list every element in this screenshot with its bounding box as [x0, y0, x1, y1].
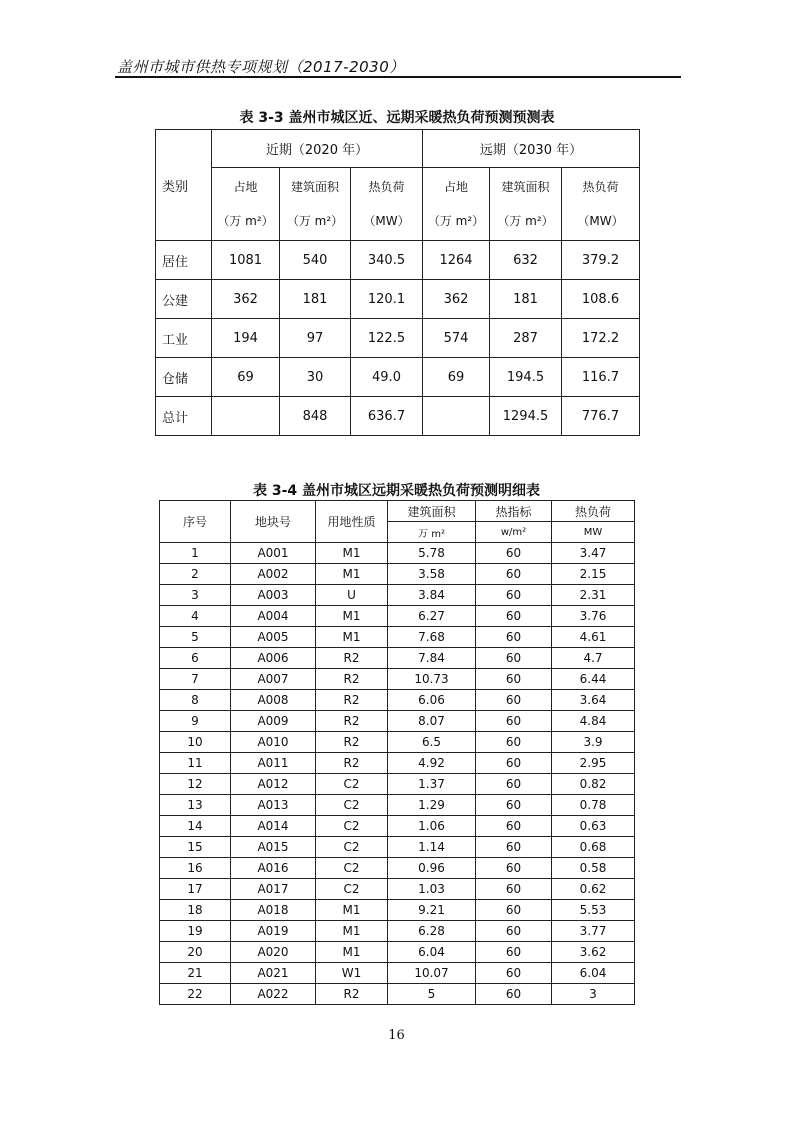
seq-cell: 2: [160, 564, 231, 585]
table-3-3-subheader-row: [156, 168, 640, 241]
table-3-3: [155, 129, 640, 436]
column-unit: （MW）: [363, 214, 410, 228]
value-cell: 632: [490, 241, 562, 280]
floor-area-cell: 6.04: [388, 942, 476, 963]
value-cell: 540: [280, 241, 351, 280]
table-row: [160, 564, 635, 585]
seq-cell: 9: [160, 711, 231, 732]
column-unit: （MW）: [577, 214, 624, 228]
heat-index-cell: 60: [476, 648, 552, 669]
long-term-header: 远期（2030 年）: [423, 130, 640, 168]
heat-index-cell: 60: [476, 606, 552, 627]
value-cell: 194: [212, 319, 280, 358]
floor-area-cell: 6.27: [388, 606, 476, 627]
floor-area-cell: 4.92: [388, 753, 476, 774]
land-use-cell: C2: [316, 774, 388, 795]
plot-id-cell: A016: [231, 858, 316, 879]
floor-area-cell: 1.37: [388, 774, 476, 795]
seq-cell: 5: [160, 627, 231, 648]
plot-id-cell: A014: [231, 816, 316, 837]
floor-area-cell: 5: [388, 984, 476, 1005]
table-row: [160, 879, 635, 900]
table-row: [160, 753, 635, 774]
table-row: [160, 669, 635, 690]
heat-index-cell: 60: [476, 900, 552, 921]
plot-id-cell: A017: [231, 879, 316, 900]
seq-cell: 11: [160, 753, 231, 774]
table-row: [160, 942, 635, 963]
seq-cell: 7: [160, 669, 231, 690]
land-use-cell: C2: [316, 837, 388, 858]
running-header-title: 盖州市城市供热专项规划（2017-2030）: [117, 58, 405, 76]
table-row: [160, 795, 635, 816]
header-land-use: 用地性质: [316, 501, 388, 543]
heat-index-cell: 60: [476, 564, 552, 585]
seq-cell: 20: [160, 942, 231, 963]
column-unit: （万 m²）: [427, 214, 485, 228]
heat-index-cell: 60: [476, 879, 552, 900]
unit-heat-load: MW: [552, 522, 635, 543]
value-cell: 574: [423, 319, 490, 358]
value-cell: 340.5: [351, 241, 423, 280]
table-row: [160, 921, 635, 942]
value-cell: [212, 397, 280, 436]
value-cell: 120.1: [351, 280, 423, 319]
land-use-cell: M1: [316, 543, 388, 564]
floor-area-cell: 8.07: [388, 711, 476, 732]
heat-index-cell: 60: [476, 858, 552, 879]
plot-id-cell: A003: [231, 585, 316, 606]
table-row: [160, 837, 635, 858]
value-cell: 108.6: [562, 280, 640, 319]
table-row: [160, 543, 635, 564]
column-unit: （万 m²）: [497, 214, 554, 228]
seq-cell: 13: [160, 795, 231, 816]
value-cell: 362: [212, 280, 280, 319]
plot-id-cell: A018: [231, 900, 316, 921]
heat-index-cell: 60: [476, 963, 552, 984]
floor-area-cell: 0.96: [388, 858, 476, 879]
value-cell: 69: [212, 358, 280, 397]
table-3-3-body: [156, 241, 640, 436]
value-cell: 194.5: [490, 358, 562, 397]
unit-heat-index: w/m²: [476, 522, 552, 543]
land-use-cell: M1: [316, 942, 388, 963]
plot-id-cell: A001: [231, 543, 316, 564]
seq-cell: 16: [160, 858, 231, 879]
heat-index-cell: 60: [476, 753, 552, 774]
table-row: [160, 963, 635, 984]
heat-load-cell: 0.63: [552, 816, 635, 837]
value-cell: [423, 397, 490, 436]
category-cell: 公建: [156, 280, 212, 319]
land-use-cell: R2: [316, 984, 388, 1005]
heat-index-cell: 60: [476, 921, 552, 942]
header-floor-area: 建筑面积: [388, 501, 476, 522]
land-use-cell: C2: [316, 795, 388, 816]
header-seq: 序号: [160, 501, 231, 543]
column-name: 占地: [233, 180, 258, 194]
column-header: [280, 168, 351, 241]
seq-cell: 1: [160, 543, 231, 564]
header-plot-id: 地块号: [231, 501, 316, 543]
heat-load-cell: 0.82: [552, 774, 635, 795]
land-use-cell: M1: [316, 900, 388, 921]
land-use-cell: C2: [316, 858, 388, 879]
value-cell: 636.7: [351, 397, 423, 436]
heat-index-cell: 60: [476, 585, 552, 606]
category-cell: 总计: [156, 397, 212, 436]
category-header: 类别: [156, 130, 212, 241]
value-cell: 848: [280, 397, 351, 436]
column-header: [490, 168, 562, 241]
value-cell: 181: [280, 280, 351, 319]
plot-id-cell: A009: [231, 711, 316, 732]
heat-load-cell: 3.47: [552, 543, 635, 564]
seq-cell: 6: [160, 648, 231, 669]
column-header: [562, 168, 640, 241]
near-term-header: 近期（2020 年）: [212, 130, 423, 168]
heat-index-cell: 60: [476, 816, 552, 837]
plot-id-cell: A008: [231, 690, 316, 711]
seq-cell: 15: [160, 837, 231, 858]
table-row: [160, 816, 635, 837]
value-cell: 49.0: [351, 358, 423, 397]
value-cell: 69: [423, 358, 490, 397]
page-number: 16: [388, 1028, 405, 1043]
value-cell: 181: [490, 280, 562, 319]
heat-load-cell: 0.58: [552, 858, 635, 879]
plot-id-cell: A011: [231, 753, 316, 774]
seq-cell: 17: [160, 879, 231, 900]
column-name: 热负荷: [582, 180, 619, 194]
plot-id-cell: A007: [231, 669, 316, 690]
value-cell: 116.7: [562, 358, 640, 397]
floor-area-cell: 10.07: [388, 963, 476, 984]
heat-load-cell: 3.9: [552, 732, 635, 753]
floor-area-cell: 6.5: [388, 732, 476, 753]
value-cell: 1294.5: [490, 397, 562, 436]
seq-cell: 19: [160, 921, 231, 942]
heat-load-cell: 0.62: [552, 879, 635, 900]
seq-cell: 10: [160, 732, 231, 753]
plot-id-cell: A015: [231, 837, 316, 858]
heat-load-cell: 4.7: [552, 648, 635, 669]
heat-load-cell: 3.76: [552, 606, 635, 627]
heat-load-cell: 3: [552, 984, 635, 1005]
table-row: [160, 627, 635, 648]
heat-load-cell: 6.44: [552, 669, 635, 690]
heat-load-cell: 2.95: [552, 753, 635, 774]
category-cell: 居住: [156, 241, 212, 280]
table-row: [160, 690, 635, 711]
heat-load-cell: 3.62: [552, 942, 635, 963]
land-use-cell: W1: [316, 963, 388, 984]
seq-cell: 18: [160, 900, 231, 921]
floor-area-cell: 1.06: [388, 816, 476, 837]
plot-id-cell: A010: [231, 732, 316, 753]
plot-id-cell: A021: [231, 963, 316, 984]
value-cell: 30: [280, 358, 351, 397]
value-cell: 776.7: [562, 397, 640, 436]
value-cell: 122.5: [351, 319, 423, 358]
seq-cell: 22: [160, 984, 231, 1005]
heat-load-cell: 3.64: [552, 690, 635, 711]
floor-area-cell: 9.21: [388, 900, 476, 921]
heat-index-cell: 60: [476, 711, 552, 732]
floor-area-cell: 5.78: [388, 543, 476, 564]
table-row: [160, 858, 635, 879]
value-cell: 97: [280, 319, 351, 358]
table-row: [160, 585, 635, 606]
column-unit: （万 m²）: [286, 214, 344, 228]
seq-cell: 14: [160, 816, 231, 837]
floor-area-cell: 10.73: [388, 669, 476, 690]
table-row: [160, 984, 635, 1005]
value-cell: 172.2: [562, 319, 640, 358]
heat-load-cell: 2.15: [552, 564, 635, 585]
heat-load-cell: 3.77: [552, 921, 635, 942]
heat-load-cell: 0.68: [552, 837, 635, 858]
plot-id-cell: A013: [231, 795, 316, 816]
heat-load-cell: 4.61: [552, 627, 635, 648]
land-use-cell: M1: [316, 627, 388, 648]
seq-cell: 3: [160, 585, 231, 606]
plot-id-cell: A006: [231, 648, 316, 669]
table-row: [156, 280, 640, 319]
plot-id-cell: A020: [231, 942, 316, 963]
heat-load-cell: 6.04: [552, 963, 635, 984]
table-row: [156, 358, 640, 397]
table-row: [160, 900, 635, 921]
floor-area-cell: 1.29: [388, 795, 476, 816]
plot-id-cell: A022: [231, 984, 316, 1005]
table-row: [160, 606, 635, 627]
land-use-cell: M1: [316, 606, 388, 627]
table-3-4: [159, 500, 635, 1005]
table-row: [156, 397, 640, 436]
heat-index-cell: 60: [476, 732, 552, 753]
header-rule: [115, 76, 681, 78]
land-use-cell: R2: [316, 690, 388, 711]
header-heat-index: 热指标: [476, 501, 552, 522]
table-row: [160, 774, 635, 795]
category-cell: 工业: [156, 319, 212, 358]
seq-cell: 12: [160, 774, 231, 795]
floor-area-cell: 3.84: [388, 585, 476, 606]
column-header: [212, 168, 280, 241]
column-name: 热负荷: [368, 180, 405, 194]
land-use-cell: C2: [316, 816, 388, 837]
column-header: [423, 168, 490, 241]
heat-load-cell: 2.31: [552, 585, 635, 606]
floor-area-cell: 1.14: [388, 837, 476, 858]
column-unit: （万 m²）: [217, 214, 274, 228]
heat-index-cell: 60: [476, 984, 552, 1005]
unit-floor-area: 万 m²: [388, 522, 476, 543]
land-use-cell: R2: [316, 711, 388, 732]
table-3-4-caption: 表 3-4 盖州市城区远期采暖热负荷预测明细表: [252, 483, 541, 499]
category-cell: 仓储: [156, 358, 212, 397]
column-name: 占地: [443, 180, 468, 194]
floor-area-cell: 3.58: [388, 564, 476, 585]
floor-area-cell: 6.28: [388, 921, 476, 942]
column-name: 建筑面积: [290, 180, 339, 194]
floor-area-cell: 6.06: [388, 690, 476, 711]
plot-id-cell: A005: [231, 627, 316, 648]
heat-index-cell: 60: [476, 837, 552, 858]
seq-cell: 8: [160, 690, 231, 711]
heat-load-cell: 4.84: [552, 711, 635, 732]
table-row: [156, 241, 640, 280]
floor-area-cell: 7.68: [388, 627, 476, 648]
floor-area-cell: 1.03: [388, 879, 476, 900]
seq-cell: 4: [160, 606, 231, 627]
table-row: [160, 711, 635, 732]
heat-index-cell: 60: [476, 942, 552, 963]
land-use-cell: M1: [316, 564, 388, 585]
land-use-cell: R2: [316, 753, 388, 774]
table-3-4-header-row: [160, 501, 635, 522]
value-cell: 379.2: [562, 241, 640, 280]
plot-id-cell: A012: [231, 774, 316, 795]
plot-id-cell: A002: [231, 564, 316, 585]
plot-id-cell: A019: [231, 921, 316, 942]
table-3-3-header-row: [156, 130, 640, 168]
value-cell: 1081: [212, 241, 280, 280]
table-row: [156, 319, 640, 358]
table-row: [160, 732, 635, 753]
value-cell: 287: [490, 319, 562, 358]
land-use-cell: R2: [316, 732, 388, 753]
floor-area-cell: 7.84: [388, 648, 476, 669]
heat-index-cell: 60: [476, 669, 552, 690]
heat-index-cell: 60: [476, 543, 552, 564]
land-use-cell: R2: [316, 648, 388, 669]
header-heat-load: 热负荷: [552, 501, 635, 522]
column-header: [351, 168, 423, 241]
heat-load-cell: 5.53: [552, 900, 635, 921]
land-use-cell: C2: [316, 879, 388, 900]
heat-index-cell: 60: [476, 627, 552, 648]
land-use-cell: M1: [316, 921, 388, 942]
land-use-cell: R2: [316, 669, 388, 690]
value-cell: 362: [423, 280, 490, 319]
table-row: [160, 648, 635, 669]
heat-index-cell: 60: [476, 795, 552, 816]
column-name: 建筑面积: [501, 180, 550, 194]
seq-cell: 21: [160, 963, 231, 984]
plot-id-cell: A004: [231, 606, 316, 627]
heat-load-cell: 0.78: [552, 795, 635, 816]
table-3-3-caption: 表 3-3 盖州市城区近、远期采暖热负荷预测预测表: [239, 110, 555, 126]
land-use-cell: U: [316, 585, 388, 606]
value-cell: 1264: [423, 241, 490, 280]
heat-index-cell: 60: [476, 690, 552, 711]
table-3-4-body: [160, 543, 635, 1005]
heat-index-cell: 60: [476, 774, 552, 795]
